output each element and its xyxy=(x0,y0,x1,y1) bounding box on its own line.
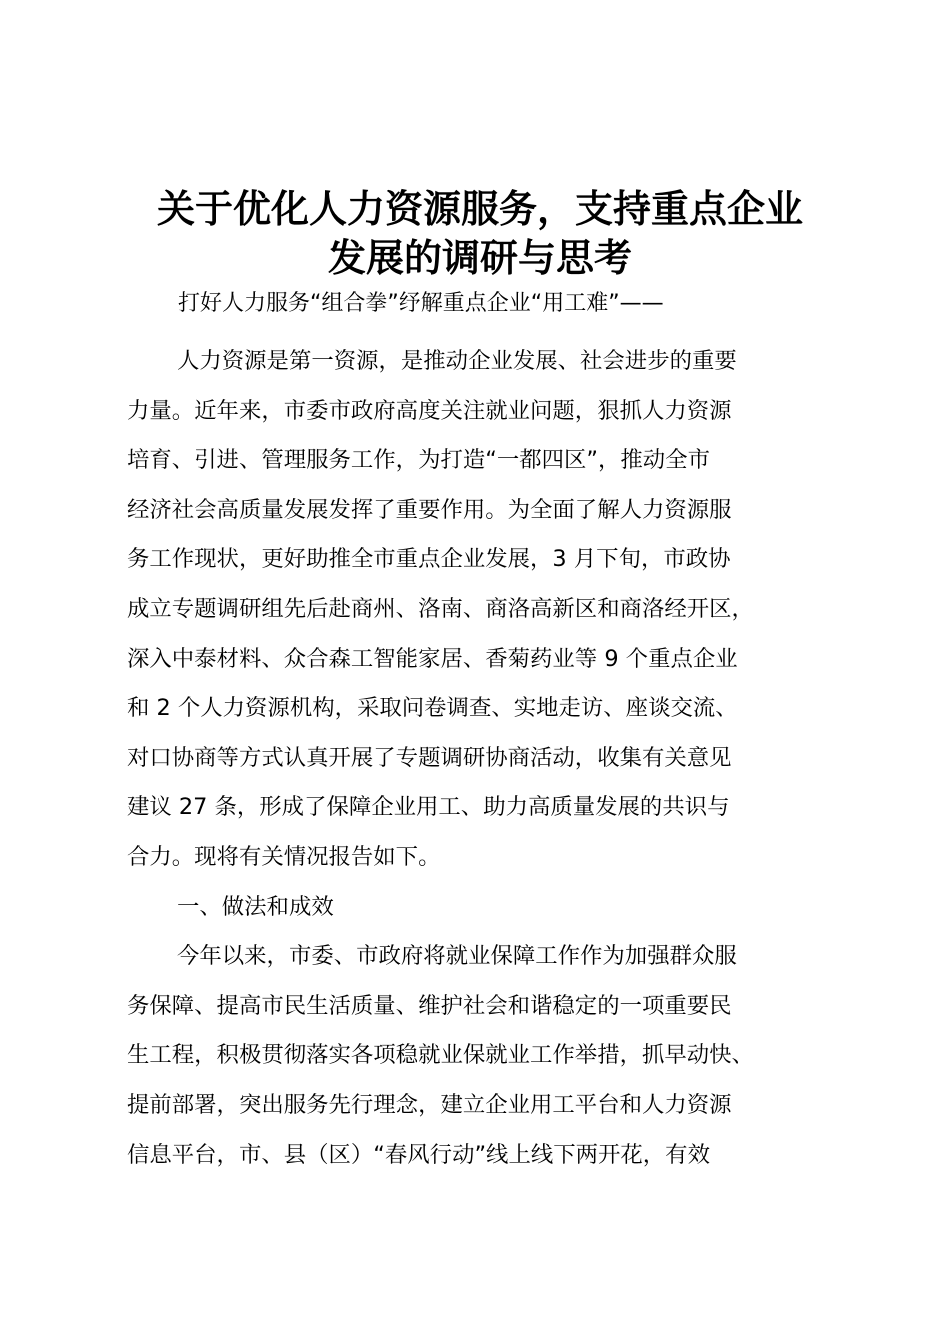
section-heading: 一、做法和成效 xyxy=(177,893,334,920)
paragraph-line: 经济社会高质量发展发挥了重要作用。为全面了解人力资源服 xyxy=(127,496,732,523)
document-subtitle: 打好人力服务“组合拳”纾解重点企业“用工难”—— xyxy=(178,291,664,316)
paragraph-line: 成立专题调研组先后赴商州、洛南、商洛高新区和商洛经开区， xyxy=(127,595,754,622)
paragraph-line: 务工作现状，更好助推全市重点企业发展，3 月下旬，市政协 xyxy=(127,546,731,573)
paragraph-line: 和 2 个人力资源机构，采取问卷调查、实地走访、座谈交流、 xyxy=(127,695,738,722)
paragraph-line: 对口协商等方式认真开展了专题调研协商活动，收集有关意见 xyxy=(127,744,732,771)
document-body xyxy=(127,337,837,1180)
paragraph-line: 生工程，积极贯彻落实各项稳就业保就业工作举措，抓早动快、 xyxy=(127,1042,754,1069)
paragraph-line: 提前部署，突出服务先行理念，建立企业用工平台和人力资源 xyxy=(127,1091,732,1118)
paragraph-line: 培育、引进、管理服务工作，为打造“一都四区”，推动全市 xyxy=(127,447,710,474)
paragraph-line: 建议 27 条，形成了保障企业用工、助力高质量发展的共识与 xyxy=(127,794,730,821)
paragraph-line: 人力资源是第一资源，是推动企业发展、社会进步的重要 xyxy=(177,348,737,374)
paragraph-line: 信息平台，市、县（区）“春风行动”线上线下两开花，有效 xyxy=(127,1141,710,1168)
paragraph-line: 今年以来，市委、市政府将就业保障工作作为加强群众服 xyxy=(177,943,737,970)
paragraph-line: 力量。近年来，市委市政府高度关注就业问题，狠抓人力资源 xyxy=(127,397,732,424)
paragraph-line: 深入中泰材料、众合森工智能家居、香菊药业等 9 个重点企业 xyxy=(127,645,738,672)
document-title-line-1: 关于优化人力资源服务，支持重点企业 xyxy=(156,186,803,231)
document-title-line-2: 发展的调研与思考 xyxy=(327,235,632,280)
paragraph-line: 务保障、提高市民生活质量、维护社会和谐稳定的一项重要民 xyxy=(127,992,732,1019)
paragraph-line: 合力。现将有关情况报告如下。 xyxy=(127,843,441,870)
